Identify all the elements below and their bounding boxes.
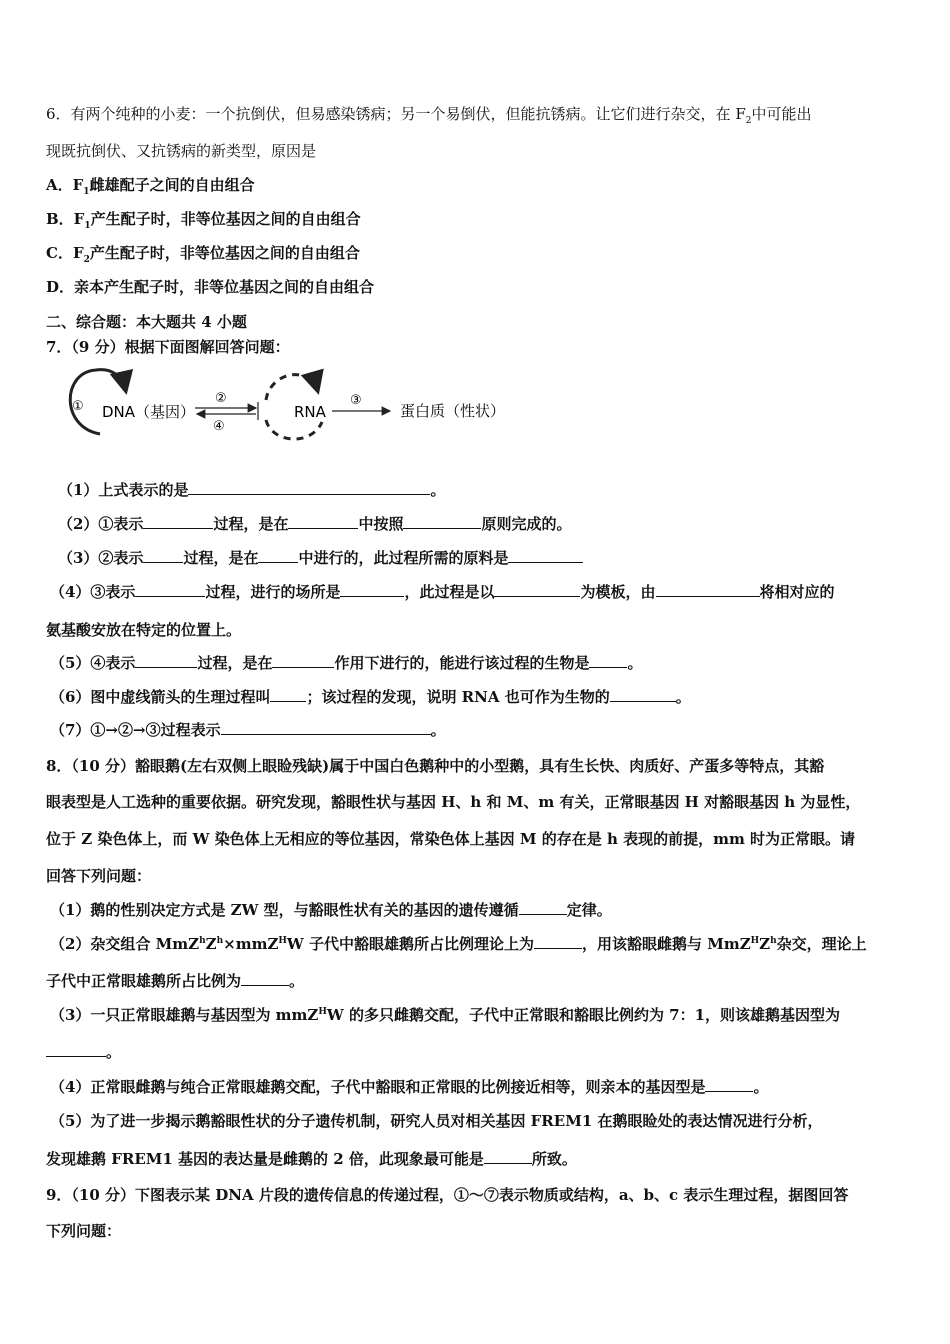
q7-sub-7: （7）①→②→③过程表示 。 (50, 721, 446, 739)
blank[interactable] (656, 582, 760, 597)
q8-sub-2-cont: 子代中正常眼雄鹅所占比例为 。 (46, 972, 305, 990)
blank[interactable] (135, 582, 205, 597)
q6-stem-line1: 6．有两个纯种的小麦：一个抗倒伏，但易感染锈病；另一个易倒伏，但能抗锈病。让它们进行杂交，在 $F_2$中可能出 (46, 105, 812, 126)
blank[interactable] (610, 687, 676, 702)
q8-stem-line1: 8．（10 分）豁眼鹅(左右双侧上眼睑残缺)属于中国白色鹅种中的小型鹅，具有生长快、肉质好、产蛋多等特点，其豁 (46, 757, 825, 775)
q8-sub-3: （3）一只正常眼雄鹅与基因型为 mmZ$^H$W 的多只雌鹅交配，子代中正常眼和豁眼比例约为 7：1，则该雄鹅基因型为 (50, 1006, 841, 1024)
q6-stem-line2: 现既抗倒伏、又抗锈病的新类型，原因是 (46, 142, 317, 160)
blank[interactable] (589, 653, 627, 668)
rna-replication-dashed-arrow (266, 375, 318, 400)
blank[interactable] (221, 720, 431, 735)
q6-option-c: C．$F_2$产生配子时，非等位基因之间的自由组合 (46, 244, 360, 265)
central-dogma-diagram (60, 362, 520, 448)
blank[interactable] (241, 971, 289, 986)
q8-stem-line3: 位于 Z 染色体上，而 W 染色体上无相应的等位基因，常染色体上基因 M 的存在是 h 表现的前提，mm 时为正常眼。请 (46, 830, 856, 848)
blank[interactable] (403, 514, 481, 529)
blank[interactable] (484, 1149, 532, 1164)
blank[interactable] (288, 514, 358, 529)
q8-stem-line2: 眼表型是人工选种的重要依据。研究发现，豁眼性状与基因 H、h 和 M、m 有关，正常眼基因 H 对豁眼基因 h 为显性， (46, 793, 861, 811)
q8-sub-5: （5）为了进一步揭示鹅豁眼性状的分子遗传机制，研究人员对相关基因 FREM1 在鹅眼睑处的表达情况进行分析， (50, 1112, 823, 1130)
q8-stem-line4: 回答下列问题： (46, 867, 152, 885)
q7-sub-6: （6）图中虚线箭头的生理过程叫 ；该过程的发现，说明 RNA 也可作为生物的 。 (50, 688, 691, 706)
q8-sub-1: （1）鹅的性别决定方式是 ZW 型，与豁眼性状有关的基因的遗传遵循 定律。 (50, 901, 612, 919)
q7-sub-1: （1）上式表示的是 。 (58, 481, 446, 499)
blank[interactable] (534, 934, 582, 949)
q9-stem-line1: 9．（10 分）下图表示某 DNA 片段的遗传信息的传递过程，①～⑦表示物质或结构，a、b、c 表示生理过程，据图回答 (46, 1186, 849, 1204)
blank[interactable] (143, 514, 213, 529)
blank[interactable] (519, 900, 567, 915)
q7-sub-2: （2）①表示 过程，是在 中按照 原则完成的。 (58, 515, 572, 533)
blank[interactable] (270, 687, 306, 702)
q7-sub-3: （3）②表示 过程，是在 中进行的，此过程所需的原料是 (58, 547, 583, 568)
blank[interactable] (143, 548, 183, 563)
q6-option-a: A．$F_1$雌雄配子之间的自由组合 (46, 176, 255, 197)
label-circle-1: ① (72, 399, 84, 414)
label-dna: DNA（基因） (102, 403, 196, 421)
label-circle-2: ② (215, 391, 227, 406)
q8-sub-4: （4）正常眼雌鹅与纯合正常眼雄鹅交配，子代中豁眼和正常眼的比例接近相等，则亲本的基因型是 。 (50, 1078, 769, 1096)
label-rna: RNA (294, 403, 326, 421)
q8-sub-2: （2）杂交组合 $MmZ^hZ^h\times mmZ^HW$ 子代中豁眼雄鹅所占比例理论上为 ，用该豁眼雌鹅与 $MmZ^HZ^h$杂交，理论上 (50, 935, 867, 953)
q9-stem-line2: 下列问题： (46, 1222, 122, 1240)
q7-stem: 7．（9 分）根据下面图解回答问题： (46, 338, 290, 356)
blank[interactable] (272, 653, 334, 668)
q7-sub-4: （4）③表示 过程，进行的场所是 ，此过程是以 为模板，由 将相对应的 (50, 583, 835, 601)
q8-sub-3-cont: 。 (46, 1041, 121, 1062)
blank[interactable] (494, 582, 580, 597)
label-protein: 蛋白质（性状） (400, 402, 506, 420)
blank[interactable] (46, 1042, 106, 1057)
blank[interactable] (340, 582, 404, 597)
q8-sub-5-cont: 发现雄鹅 FREM1 基因的表达量是雌鹅的 2 倍，此现象最可能是 所致。 (46, 1150, 577, 1168)
q6-option-b: B．$F_1$产生配子时，非等位基因之间的自由组合 (46, 210, 361, 231)
blank[interactable] (705, 1077, 753, 1092)
q7-sub-5: （5）④表示 过程，是在 作用下进行的，能进行该过程的生物是 。 (50, 654, 643, 672)
label-circle-3: ③ (350, 393, 362, 408)
rna-dashed-loop (266, 420, 322, 439)
q7-sub-4-cont: 氨基酸安放在特定的位置上。 (46, 621, 242, 639)
section-heading: 二、综合题：本大题共 4 小题 (46, 313, 247, 331)
blank[interactable] (508, 548, 583, 563)
label-circle-4: ④ (213, 419, 225, 434)
blank[interactable] (258, 548, 298, 563)
q6-option-d: D．亲本产生配子时，非等位基因之间的自由组合 (46, 278, 375, 296)
blank[interactable] (188, 480, 430, 495)
blank[interactable] (135, 653, 197, 668)
